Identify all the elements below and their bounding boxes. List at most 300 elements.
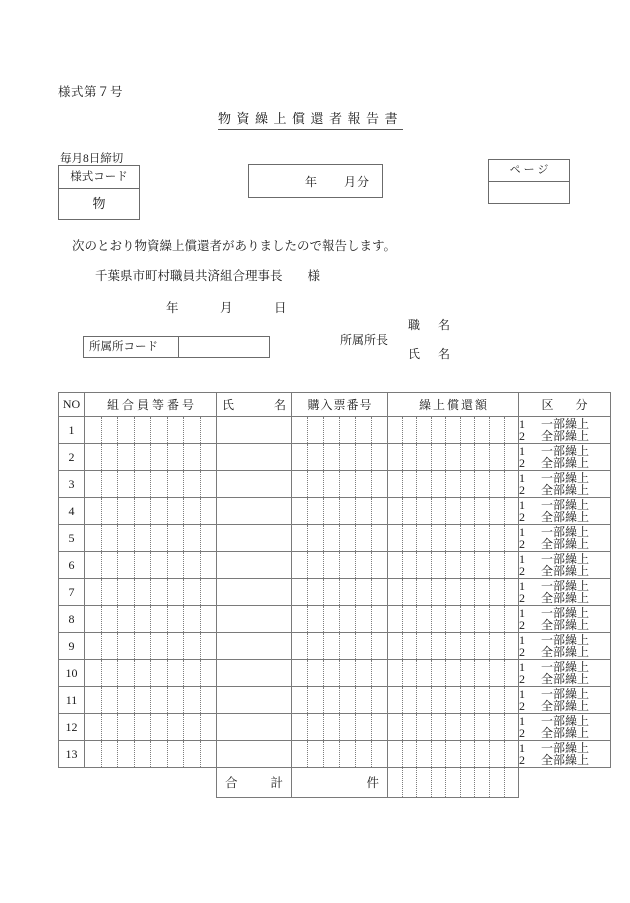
- sub-cell[interactable]: [356, 471, 372, 497]
- sub-cell[interactable]: [388, 606, 403, 632]
- sub-cell[interactable]: [168, 525, 185, 551]
- sub-cell[interactable]: [388, 417, 403, 443]
- cell-ticket-number[interactable]: [292, 552, 388, 579]
- sub-cell[interactable]: [135, 741, 152, 767]
- sub-cell[interactable]: [340, 741, 356, 767]
- kubun-option[interactable]: [519, 673, 610, 686]
- sub-cell[interactable]: [403, 660, 418, 686]
- sub-cell[interactable]: [388, 444, 403, 470]
- sub-cell[interactable]: [475, 633, 490, 659]
- sub-cell[interactable]: [168, 552, 185, 578]
- sub-cell[interactable]: [432, 579, 447, 605]
- cell-ticket-number[interactable]: [292, 579, 388, 606]
- cell-amount[interactable]: [388, 714, 519, 741]
- sub-cell[interactable]: [292, 606, 308, 632]
- sub-cell[interactable]: [324, 444, 340, 470]
- sub-cell[interactable]: [151, 687, 168, 713]
- sub-cell[interactable]: [85, 633, 102, 659]
- sub-cell[interactable]: [446, 633, 461, 659]
- sub-cell[interactable]: [372, 687, 387, 713]
- sub-cell[interactable]: [201, 633, 217, 659]
- cell-member-number[interactable]: [85, 741, 217, 768]
- sub-cell[interactable]: [184, 687, 201, 713]
- cell-member-number[interactable]: [85, 687, 217, 714]
- sub-cell[interactable]: [85, 471, 102, 497]
- sub-cell[interactable]: [490, 417, 505, 443]
- cell-member-number[interactable]: [85, 498, 217, 525]
- cell-amount[interactable]: [388, 471, 519, 498]
- sub-cell[interactable]: [151, 417, 168, 443]
- sub-cell[interactable]: [201, 741, 217, 767]
- sub-cell[interactable]: [388, 741, 403, 767]
- sub-cell[interactable]: [461, 498, 476, 524]
- sub-cell[interactable]: [388, 660, 403, 686]
- sub-cell[interactable]: [446, 498, 461, 524]
- kubun-option[interactable]: [519, 457, 610, 470]
- sub-cell[interactable]: [490, 687, 505, 713]
- sub-cell[interactable]: [475, 525, 490, 551]
- sub-cell[interactable]: [292, 552, 308, 578]
- sub-cell[interactable]: [102, 498, 119, 524]
- cell-member-number[interactable]: [85, 633, 217, 660]
- cell-ticket-number[interactable]: [292, 417, 388, 444]
- sub-cell[interactable]: [201, 687, 217, 713]
- sub-cell[interactable]: [475, 714, 490, 740]
- sub-cell[interactable]: [85, 417, 102, 443]
- sub-cell[interactable]: [308, 525, 324, 551]
- cell-name[interactable]: [217, 525, 292, 552]
- cell-name[interactable]: [217, 417, 292, 444]
- cell-name[interactable]: [217, 498, 292, 525]
- cell-member-number[interactable]: [85, 552, 217, 579]
- sub-cell[interactable]: [340, 552, 356, 578]
- cell-name[interactable]: [217, 714, 292, 741]
- cell-kubun[interactable]: [519, 741, 611, 768]
- sub-cell[interactable]: [184, 633, 201, 659]
- page-value-field[interactable]: [489, 182, 569, 203]
- sub-cell[interactable]: [292, 579, 308, 605]
- sub-cell[interactable]: [168, 606, 185, 632]
- kubun-option[interactable]: [519, 484, 610, 497]
- sub-cell[interactable]: [340, 633, 356, 659]
- sub-cell[interactable]: [168, 633, 185, 659]
- sub-cell[interactable]: [308, 444, 324, 470]
- sub-cell[interactable]: [417, 417, 432, 443]
- kubun-option[interactable]: [519, 565, 610, 578]
- sub-cell[interactable]: [446, 579, 461, 605]
- sub-cell[interactable]: [461, 525, 476, 551]
- sub-cell[interactable]: [292, 633, 308, 659]
- cell-kubun[interactable]: [519, 633, 611, 660]
- sub-cell[interactable]: [340, 417, 356, 443]
- cell-ticket-number[interactable]: [292, 525, 388, 552]
- sub-cell[interactable]: [432, 660, 447, 686]
- cell-name[interactable]: [217, 444, 292, 471]
- cell-amount[interactable]: [388, 741, 519, 768]
- sub-cell[interactable]: [292, 687, 308, 713]
- sub-cell[interactable]: [388, 633, 403, 659]
- sub-cell[interactable]: [135, 417, 152, 443]
- sub-cell[interactable]: [505, 633, 519, 659]
- cell-ticket-number[interactable]: [292, 687, 388, 714]
- sub-cell[interactable]: [446, 606, 461, 632]
- sub-cell[interactable]: [135, 714, 152, 740]
- sub-cell[interactable]: [432, 633, 447, 659]
- sub-cell[interactable]: [505, 714, 519, 740]
- sub-cell[interactable]: [356, 525, 372, 551]
- cell-kubun[interactable]: [519, 687, 611, 714]
- sub-cell[interactable]: [168, 417, 185, 443]
- sub-cell[interactable]: [490, 633, 505, 659]
- sub-cell[interactable]: [292, 525, 308, 551]
- sub-cell[interactable]: [85, 579, 102, 605]
- sub-cell[interactable]: [372, 633, 387, 659]
- sub-cell[interactable]: [85, 444, 102, 470]
- cell-member-number[interactable]: [85, 660, 217, 687]
- sub-cell[interactable]: [135, 525, 152, 551]
- cell-ticket-number[interactable]: [292, 471, 388, 498]
- sub-cell[interactable]: [446, 768, 461, 797]
- sub-cell[interactable]: [184, 579, 201, 605]
- sub-cell[interactable]: [168, 444, 185, 470]
- sub-cell[interactable]: [403, 741, 418, 767]
- date-line[interactable]: 年 月 日: [166, 301, 288, 315]
- sub-cell[interactable]: [324, 471, 340, 497]
- cell-name[interactable]: [217, 552, 292, 579]
- sub-cell[interactable]: [292, 444, 308, 470]
- sub-cell[interactable]: [490, 606, 505, 632]
- sub-cell[interactable]: [490, 525, 505, 551]
- sub-cell[interactable]: [292, 741, 308, 767]
- sub-cell[interactable]: [417, 444, 432, 470]
- sub-cell[interactable]: [461, 768, 476, 797]
- sub-cell[interactable]: [388, 768, 403, 797]
- sub-cell[interactable]: [432, 741, 447, 767]
- sub-cell[interactable]: [475, 498, 490, 524]
- sub-cell[interactable]: [432, 714, 447, 740]
- cell-name[interactable]: [217, 579, 292, 606]
- sub-cell[interactable]: [135, 579, 152, 605]
- sub-cell[interactable]: [505, 741, 519, 767]
- sub-cell[interactable]: [118, 714, 135, 740]
- sub-cell[interactable]: [151, 633, 168, 659]
- sub-cell[interactable]: [118, 552, 135, 578]
- sub-cell[interactable]: [118, 660, 135, 686]
- sub-cell[interactable]: [403, 444, 418, 470]
- sub-cell[interactable]: [446, 660, 461, 686]
- sub-cell[interactable]: [417, 768, 432, 797]
- sub-cell[interactable]: [372, 525, 387, 551]
- sub-cell[interactable]: [446, 417, 461, 443]
- sub-cell[interactable]: [356, 417, 372, 443]
- sub-cell[interactable]: [184, 714, 201, 740]
- sub-cell[interactable]: [388, 552, 403, 578]
- sub-cell[interactable]: [184, 552, 201, 578]
- cell-ticket-number[interactable]: [292, 444, 388, 471]
- sub-cell[interactable]: [151, 471, 168, 497]
- sub-cell[interactable]: [324, 552, 340, 578]
- sub-cell[interactable]: [118, 417, 135, 443]
- cell-kubun[interactable]: [519, 552, 611, 579]
- sub-cell[interactable]: [417, 660, 432, 686]
- sub-cell[interactable]: [308, 417, 324, 443]
- sub-cell[interactable]: [417, 606, 432, 632]
- sub-cell[interactable]: [432, 606, 447, 632]
- sub-cell[interactable]: [184, 471, 201, 497]
- sub-cell[interactable]: [432, 471, 447, 497]
- sub-cell[interactable]: [201, 417, 217, 443]
- sub-cell[interactable]: [417, 552, 432, 578]
- sub-cell[interactable]: [201, 498, 217, 524]
- sub-cell[interactable]: [461, 606, 476, 632]
- cell-ticket-number[interactable]: [292, 714, 388, 741]
- sub-cell[interactable]: [340, 579, 356, 605]
- sub-cell[interactable]: [324, 525, 340, 551]
- kubun-option[interactable]: [519, 538, 610, 551]
- cell-ticket-number[interactable]: [292, 606, 388, 633]
- kubun-option[interactable]: [519, 592, 610, 605]
- sub-cell[interactable]: [446, 525, 461, 551]
- sub-cell[interactable]: [168, 471, 185, 497]
- sub-cell[interactable]: [417, 498, 432, 524]
- sub-cell[interactable]: [340, 660, 356, 686]
- sub-cell[interactable]: [184, 525, 201, 551]
- sub-cell[interactable]: [118, 687, 135, 713]
- sub-cell[interactable]: [417, 687, 432, 713]
- cell-amount[interactable]: [388, 633, 519, 660]
- cell-amount[interactable]: [388, 525, 519, 552]
- sub-cell[interactable]: [432, 768, 447, 797]
- sub-cell[interactable]: [201, 660, 217, 686]
- sub-cell[interactable]: [201, 714, 217, 740]
- sub-cell[interactable]: [118, 606, 135, 632]
- sub-cell[interactable]: [292, 471, 308, 497]
- sub-cell[interactable]: [135, 552, 152, 578]
- sub-cell[interactable]: [490, 444, 505, 470]
- cell-amount[interactable]: [388, 417, 519, 444]
- sub-cell[interactable]: [324, 714, 340, 740]
- sub-cell[interactable]: [308, 471, 324, 497]
- sub-cell[interactable]: [340, 687, 356, 713]
- cell-kubun[interactable]: [519, 714, 611, 741]
- sub-cell[interactable]: [102, 552, 119, 578]
- sub-cell[interactable]: [505, 417, 519, 443]
- sub-cell[interactable]: [505, 687, 519, 713]
- sub-cell[interactable]: [135, 606, 152, 632]
- cell-amount[interactable]: [388, 444, 519, 471]
- sub-cell[interactable]: [85, 552, 102, 578]
- sub-cell[interactable]: [372, 714, 387, 740]
- sub-cell[interactable]: [118, 444, 135, 470]
- cell-amount[interactable]: [388, 498, 519, 525]
- sub-cell[interactable]: [151, 444, 168, 470]
- sub-cell[interactable]: [308, 741, 324, 767]
- cell-member-number[interactable]: [85, 417, 217, 444]
- sub-cell[interactable]: [388, 687, 403, 713]
- sub-cell[interactable]: [308, 714, 324, 740]
- sub-cell[interactable]: [403, 606, 418, 632]
- cell-member-number[interactable]: [85, 471, 217, 498]
- sub-cell[interactable]: [324, 417, 340, 443]
- cell-ticket-number[interactable]: [292, 660, 388, 687]
- sub-cell[interactable]: [461, 552, 476, 578]
- sub-cell[interactable]: [184, 498, 201, 524]
- sub-cell[interactable]: [118, 525, 135, 551]
- sub-cell[interactable]: [102, 471, 119, 497]
- sub-cell[interactable]: [446, 687, 461, 713]
- sub-cell[interactable]: [432, 687, 447, 713]
- sub-cell[interactable]: [85, 525, 102, 551]
- sub-cell[interactable]: [356, 687, 372, 713]
- sub-cell[interactable]: [201, 579, 217, 605]
- sub-cell[interactable]: [490, 741, 505, 767]
- sub-cell[interactable]: [461, 579, 476, 605]
- sub-cell[interactable]: [356, 498, 372, 524]
- sub-cell[interactable]: [151, 714, 168, 740]
- kubun-option[interactable]: [519, 700, 610, 713]
- cell-kubun[interactable]: [519, 660, 611, 687]
- sub-cell[interactable]: [184, 606, 201, 632]
- sub-cell[interactable]: [475, 579, 490, 605]
- sub-cell[interactable]: [432, 525, 447, 551]
- sub-cell[interactable]: [356, 660, 372, 686]
- sub-cell[interactable]: [135, 471, 152, 497]
- sub-cell[interactable]: [432, 444, 447, 470]
- cell-name[interactable]: [217, 741, 292, 768]
- sub-cell[interactable]: [446, 741, 461, 767]
- sub-cell[interactable]: [475, 417, 490, 443]
- cell-ticket-number[interactable]: [292, 741, 388, 768]
- sub-cell[interactable]: [372, 552, 387, 578]
- sub-cell[interactable]: [102, 444, 119, 470]
- sub-cell[interactable]: [340, 444, 356, 470]
- cell-name[interactable]: [217, 606, 292, 633]
- sub-cell[interactable]: [417, 579, 432, 605]
- sub-cell[interactable]: [151, 606, 168, 632]
- sub-cell[interactable]: [475, 660, 490, 686]
- sub-cell[interactable]: [184, 444, 201, 470]
- sub-cell[interactable]: [461, 471, 476, 497]
- sub-cell[interactable]: [102, 714, 119, 740]
- cell-name[interactable]: [217, 687, 292, 714]
- sub-cell[interactable]: [505, 606, 519, 632]
- sub-cell[interactable]: [372, 606, 387, 632]
- sub-cell[interactable]: [201, 552, 217, 578]
- sub-cell[interactable]: [184, 417, 201, 443]
- sub-cell[interactable]: [308, 633, 324, 659]
- sub-cell[interactable]: [505, 444, 519, 470]
- sub-cell[interactable]: [85, 606, 102, 632]
- sub-cell[interactable]: [475, 444, 490, 470]
- sub-cell[interactable]: [102, 579, 119, 605]
- sub-cell[interactable]: [135, 444, 152, 470]
- sub-cell[interactable]: [417, 714, 432, 740]
- sub-cell[interactable]: [372, 660, 387, 686]
- sub-cell[interactable]: [324, 606, 340, 632]
- sub-cell[interactable]: [151, 552, 168, 578]
- sub-cell[interactable]: [184, 741, 201, 767]
- sub-cell[interactable]: [340, 606, 356, 632]
- kubun-option[interactable]: [519, 619, 610, 632]
- sub-cell[interactable]: [461, 444, 476, 470]
- sub-cell[interactable]: [372, 444, 387, 470]
- cell-amount[interactable]: [388, 606, 519, 633]
- sub-cell[interactable]: [446, 714, 461, 740]
- sub-cell[interactable]: [168, 579, 185, 605]
- sub-cell[interactable]: [372, 471, 387, 497]
- sub-cell[interactable]: [403, 552, 418, 578]
- sub-cell[interactable]: [432, 552, 447, 578]
- sub-cell[interactable]: [505, 768, 519, 797]
- sub-cell[interactable]: [432, 498, 447, 524]
- sub-cell[interactable]: [340, 714, 356, 740]
- sub-cell[interactable]: [85, 687, 102, 713]
- sub-cell[interactable]: [417, 525, 432, 551]
- sub-cell[interactable]: [475, 606, 490, 632]
- sub-cell[interactable]: [324, 741, 340, 767]
- sub-cell[interactable]: [184, 660, 201, 686]
- sub-cell[interactable]: [446, 444, 461, 470]
- sub-cell[interactable]: [201, 525, 217, 551]
- sub-cell[interactable]: [475, 471, 490, 497]
- sub-cell[interactable]: [308, 552, 324, 578]
- sub-cell[interactable]: [85, 498, 102, 524]
- cell-amount[interactable]: [388, 687, 519, 714]
- sub-cell[interactable]: [168, 687, 185, 713]
- cell-member-number[interactable]: [85, 606, 217, 633]
- sub-cell[interactable]: [356, 633, 372, 659]
- cell-member-number[interactable]: [85, 714, 217, 741]
- cell-kubun[interactable]: [519, 579, 611, 606]
- sub-cell[interactable]: [151, 660, 168, 686]
- sub-cell[interactable]: [403, 633, 418, 659]
- period-box[interactable]: [248, 164, 383, 198]
- sub-cell[interactable]: [417, 741, 432, 767]
- cell-kubun[interactable]: [519, 471, 611, 498]
- sub-cell[interactable]: [356, 579, 372, 605]
- sub-cell[interactable]: [168, 714, 185, 740]
- sub-cell[interactable]: [475, 687, 490, 713]
- sub-cell[interactable]: [356, 444, 372, 470]
- sub-cell[interactable]: [102, 525, 119, 551]
- sub-cell[interactable]: [151, 579, 168, 605]
- sub-cell[interactable]: [356, 741, 372, 767]
- sub-cell[interactable]: [372, 579, 387, 605]
- sub-cell[interactable]: [340, 471, 356, 497]
- sub-cell[interactable]: [308, 579, 324, 605]
- sub-cell[interactable]: [102, 633, 119, 659]
- cell-name[interactable]: [217, 633, 292, 660]
- sub-cell[interactable]: [102, 660, 119, 686]
- sub-cell[interactable]: [356, 606, 372, 632]
- sub-cell[interactable]: [308, 498, 324, 524]
- sub-cell[interactable]: [324, 633, 340, 659]
- sub-cell[interactable]: [118, 633, 135, 659]
- sub-cell[interactable]: [505, 552, 519, 578]
- sub-cell[interactable]: [475, 768, 490, 797]
- sub-cell[interactable]: [403, 768, 418, 797]
- sub-cell[interactable]: [403, 498, 418, 524]
- office-code-input[interactable]: [179, 337, 269, 357]
- sub-cell[interactable]: [135, 633, 152, 659]
- kubun-option[interactable]: [519, 511, 610, 524]
- sub-cell[interactable]: [388, 471, 403, 497]
- sub-cell[interactable]: [135, 660, 152, 686]
- sub-cell[interactable]: [135, 498, 152, 524]
- sub-cell[interactable]: [102, 417, 119, 443]
- total-count-cell[interactable]: [292, 768, 388, 798]
- sub-cell[interactable]: [417, 633, 432, 659]
